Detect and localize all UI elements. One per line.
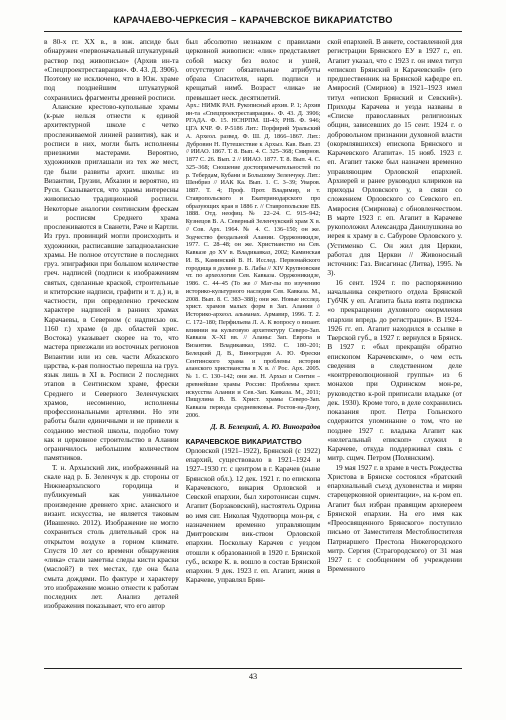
header-rule: [44, 31, 462, 32]
paragraph: 19 мая 1927 г. в храме в честь Рождества Христова в Брянске состоялся «братский епархиальный съезд духовенства и мирян старецерковной ориентации», на к-ром еп. Агапит был избран правящим архиереем Брянской епархии. На его имя как «Преосвященного Брянского» поступило письмо от Заместителя Местоблюстителя Патриаршего Престола Нижегородского митр. Сергия (Страгородского) от 31 мая 1927 г. с сообщением об учреждении Временного: [327, 462, 463, 574]
page-number: 43: [248, 672, 258, 681]
text-columns: [44, 37, 462, 660]
running-title: КАРАЧАЕВО-ЧЕРКЕСИЯ – КАРАЧЕВСКОЕ ВИКАРИАТСТВО: [113, 15, 393, 25]
author-signature: Д. В. Белецкий, А. Ю. Виноградов: [210, 421, 321, 431]
paragraph: был абсолютно незнаком с правилами церковной живописи: «лик» представляет собой маску без волос и ушей, отсутствуют обязательные атрибуты образа Спасителя, нарп. подписи и крещатый нимб. Возраст «лика» не превышает неск. десятилетий.: [185, 37, 321, 102]
bibliography: Арх.: НИМК РАН. Рукописный архив. Р. 1; Архив ин-та «Спецпроектреставрация». Ф. 43. Д. 3906; РГАДА. Ф. 15. НСНРПМ. Ш-43; РНБ. Ф. 946; ЦГА КЧР. Ф. Р-5186 Лит.: Порфирий Уральский А. Археол. развед. Ф. Ш. Д. 1866–1867. Лит.: Дубровин Н. Путешествие к Архыз. Кав. Вып. 23 // ИИАО. 1867. Т. 8. Вып. 4. С. 325–368; Смирнов. 1877 С. 26. Вып. 2 // ИИАО. 1877. Т. 8. Вып. 4. С. 325–368; Сношение достопримечательностей по р. Тебердам, Кубани и Большому Зеленчуку. Лит.: Шенбриз // ИАК Ка. Вып. 1. С. 3–39; Уваров. 1887. Т. 4; Проф. Прот. Владимир, и т. Ставропольского и Екатеринодарского про образующих края в 1886 г. // Ставропольские ЕВ. 1888. Отд. неофиц. № 22–24. С. 915–942; Кузнецов В. А. Северный Зеленчукский храм Х в. // Сов. Арх. 1964. № 4. С. 136–150; он же. Зодчество феодальной Алании. Орджоникидзе, 1977. С. 28–48; он же. Христианство на Сев. Кавказе до XV в. Владикавказ, 2002; Каминская И. В., Каминский В. Н. Исслед. Первомайского городища в долине р. Б. Лабы // XIV Крупновские чт. по археологии Сев. Кавказа. Орджоникидзе, 1986. С. 44–45 (То же // Мат-лы по изучению историко-культурного наследия Сев. Кавказа. М., 2008. Вып. 8. С. 383–388); они же. Новые исслед. христ. храмов малых форм в Зап. Алании // Историко-археол. альманах. Армавир, 1996. Т. 2. С. 172–180; Перфильева Л. А. К вопросу о визант. влиянии на культовую архитектуру Северо-Зап. Кавказа X–XI вв. // Аланы: Зап. Европа и Византия. Владикавказ, 1992. С. 180–201; Белецкий Д. В., Виноградов А. Ю. Фрески Сентинского храма и проблемы истории аланского христианства в X в. // Рос. Арх. 2005. № 1. С. 130–142; они же. Н. Архыз и Сентин – древнейшие храмы России: Проблемы христ. искусства Алании и Сев.-Зап. Кавказа. М., 2011; Пищулина В. В. Христ. храмы Северо-Зап. Кавказа периода средневековья. Ростов-на-Дону, 2006.: [185, 101, 321, 419]
column-1: [44, 37, 179, 660]
paragraph: Т. н. Архызский лик, изображенный на скале над р. Б. Зеленчук к др. стороны от Нижнеархызского городища и публикуемый как уникальное произведение древнего хрис. аланского и визант. искусства, не является таковым (Ивашенко. 2012). Изображение не могло сохраниться столь длительный срок на открытом воздухе в горном климате. Спустя 10 лет со времени обнаружения «лика» стали заметны следы кисти краски (маслой?) в тех местах, где она была смыта дождями. По фактуре и характеру это изображение можно отнести к работам последних лет. Анализ деталей изображения показывает, что его автор: [44, 462, 179, 611]
paragraph: в 80-х гг. ХХ в., в юж. апсиде был обнаружен «первоначальный штукатурный раствор под живописью» (Архив ин-та «Спецпроектреставрация». Ф. 43. Д. 3906). Поэтому не исключено, что в Юж. храме под позднейшим штукатуркой сохранились фрагменты древней росписи.: [44, 37, 179, 102]
article-heading: КАРАЧЕВСКОЕ ВИКАРИАТСТВО: [185, 436, 302, 446]
column-2: [186, 37, 321, 660]
column-3: [327, 37, 462, 660]
footer-rule: [44, 668, 462, 669]
paragraph: Орловской (1921–1922), Брянской (с 1922) епархий, существовало в 1921–1924 и 1927–1930 гг. с центром в г. Карачев (ныне Брянской обл.). 12 дек. 1921 г. по епископа Карачевского, викария Орловской и Севской епархии, был хиротонисан сщмч. Агапит (Борзаковский), настоятель Одрина во имя свт. Николая Чудотворца мон-ря, с назначением временно управляющим Дмитровским вик-ством Орловской епархии. Поскольку Карачев с уездом отошли к образованной в 1920 г. Брянской губ., вскоре К. в. вошло в состав Брянской епархии. 9 дек. 1923 г. еп. Агапит, живя в Карачеве, управлял Брян-: [185, 445, 321, 585]
paragraph: ской епархией. В анкете, составленной для регистрации Брянского ЕУ в 1927 г., еп. Агапит указал, что с 1923 г. он имел титул «епископ Брянский и Карачевский» (его предшественник на Брянской кафедре еп. Амвросий (Смирнов) в 1921–1923 имел титул «епископ Брянский и Севский»). Приходы Карачева и уезда названы в «Списке православных религиозных общин, зависевших до 15 сент. 1924 г. о добровольном признании духовной власти (окормлявшихся) епископа Брянского и Карачевского Агапита». 15 нояб. 1923 г. еп. Агапит также был назначен временно управляющим Орловской епархией. Архиерей и ранее руководил клириков на приходы Орловского у, в связи со сложением Орловского со Севского еп. Амвросия (Смирнова) с обновленчеством. В марте 1923 г. еп. Агапит в Карачеве рукоположил Александра Данилушкина во иерея к храму в с. Сабурове Орловского у. (Устименко С. Он жил для Церкви, работал для Церкви // Живоносный источник: Газ. Висагинас (Литва), 1995. № 3).: [327, 37, 463, 278]
paragraph: Аланские крестово-купольные храмы (к-рые нельзя отнести к единой архитектурной школе с четко прослеживаемой линией развития), как и росписи в них, могли быть исполнены приезжими мастерами. Вероятно, художников приглашали из тех же мест, где были развиты архит. школы: из Византии, Грузии, Абхазии и вероятно, из Руси. Сказывается, что храмы интересны живописью традиционной росписи. Некоторые аналогии сентинским фрескам и росписям Среднего храма прослеживаются в Сванети, Раче и Картли. Из груз. провинций могли происходить и художники, расписавшие западноаланские храмы. Не полное отсутствие в последних груз. эпиграфики при большом количестве греч. надписей (подписи к изображениям святых, сделанные краской, строительные и ктиторские надписи, графити и т. д.) и, в частности, при определенно греческом характере надписей в ранних храмах Карачаевы, в Северном (с надписью ок. 1160 г.) храме (в др. областей хрис. Востока) указывает скорее на то, что мастера приезжали из восточных регионов Византии или из сев. части Абхазского царства, к-рая полностью перешла на груз. язык лишь в XI в. Росписи 2 последних этапов в Сентинском храме, фрески Среднего и Северного Зеленчукских храмов, несомненно, исполнены профессиональными артелями. Но эти работы были единичными и не привели к созданию местной школы, подобно тому как и церковное строительство в Алании ограничилось небольшим количеством памятников.: [44, 101, 179, 463]
paragraph: 16 сент. 1924 г. по распоряжению начальника секретного отдела Брянской ГубЧК у еп. Агапита была взята подписка «о прекращении духовного окормления епархии впредь до регистрации». В 1924–1926 гг. еп. Агапит находился в ссылке в Тверской губ., в 1927 г. вернулся в Брянск. В 1927 г. «был прекращён обратно епископом Карачевским», о чем есть сведения в следственном деле «контрреволюционной группы» из 6 монахов при Одринском мон-ре, руководство к-рой приписали владыке (от дек. 1930). Кроме того, в деле сохранились показания прот. Петра Гольнского содержится упоминание о том, что не позднее 1927 г. владыка Агапит как «нелегальный епископ» служил в Карачеве, откуда поддерживал связь с митр. сщмч. Петром (Полянским).: [327, 277, 463, 463]
